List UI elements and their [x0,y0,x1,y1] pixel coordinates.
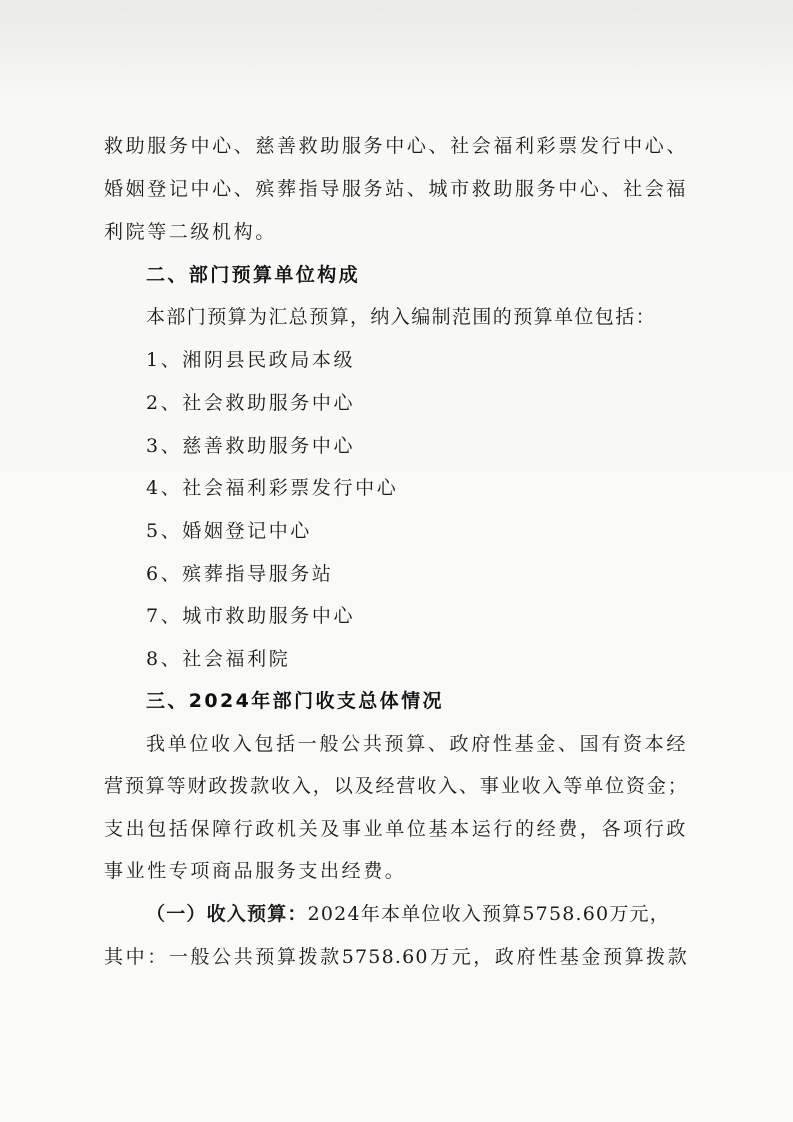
list-item: 3、慈善救助服务中心 [146,435,356,457]
list-item: 5、婚姻登记中心 [146,520,312,542]
income-budget-line [146,901,688,927]
list-item: 1、湘阴县民政局本级 [146,349,356,371]
body-text-line: 其中：一般公共预算拨款5758.60万元，政府性基金预算拨款 [104,946,688,968]
scan-shadow [0,0,793,100]
list-item: 8、社会福利院 [146,648,291,670]
income-label: （一）收入预算： [146,903,308,925]
list-item: 2、社会救助服务中心 [146,392,356,414]
body-text-line: 救助服务中心、慈善救助服务中心、社会福利彩票发行中心、 [104,135,688,157]
body-text-line: 事业性专项商品服务支出经费。 [104,860,407,882]
section-heading: 二、部门预算单位构成 [146,264,361,286]
body-text-line: 婚姻登记中心、殡葬指导服务站、城市救助服务中心、社会福 [104,178,688,200]
income-text: 2024年本单位收入预算5758.60万元， [307,903,670,925]
list-item: 4、社会福利彩票发行中心 [146,477,399,499]
body-text-line: 营预算等财政拨款收入，以及经营收入、事业收入等单位资金； [104,775,688,797]
body-text-line: 利院等二级机构。 [104,221,277,243]
body-text-line: 本部门预算为汇总预算，纳入编制范围的预算单位包括： [146,306,657,328]
body-text-line: 支出包括保障行政机关及事业单位基本运行的经费，各项行政 [104,818,688,840]
section-heading: 三、2024年部门收支总体情况 [146,690,444,712]
body-text-line: 我单位收入包括一般公共预算、政府性基金、国有资本经 [146,733,688,755]
list-item: 6、殡葬指导服务站 [146,563,334,585]
list-item: 7、城市救助服务中心 [146,605,356,627]
